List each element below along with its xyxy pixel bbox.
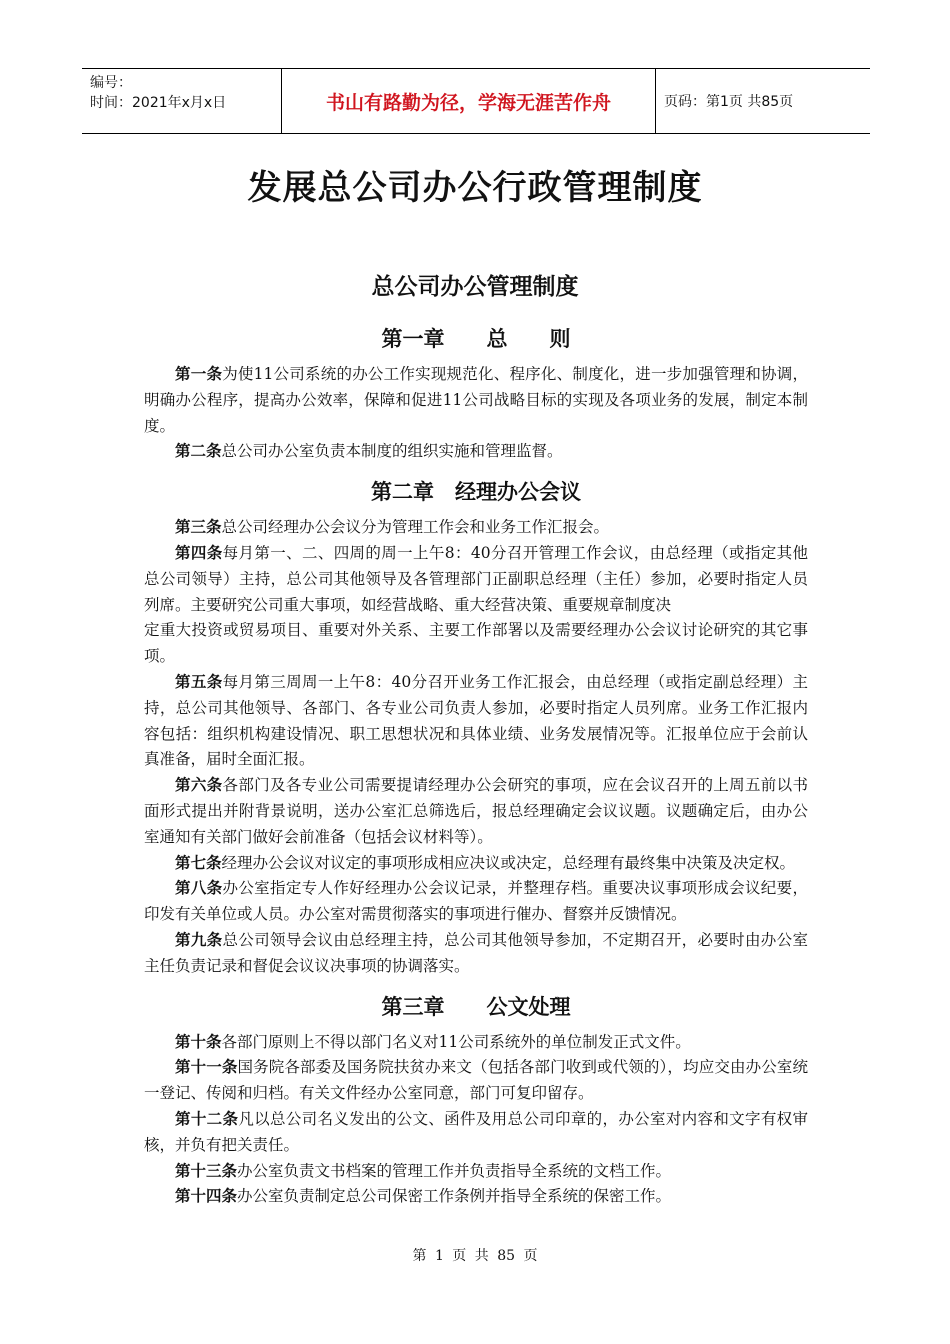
- article-text: 办公室负责制定总公司保密工作条例并指导全系统的保密工作。: [237, 1187, 672, 1206]
- article-paragraph: [144, 541, 808, 618]
- document-title: 发展总公司办公行政管理制度: [247, 168, 703, 208]
- article-label: 第三条: [175, 518, 222, 537]
- header-motto: 书山有路勤为径，学海无涯苦作舟: [282, 69, 656, 133]
- chapter-heading: 第三章 公文处理: [381, 994, 571, 1019]
- article-paragraph: [144, 362, 808, 439]
- header-table: [82, 68, 870, 134]
- article-paragraph: [144, 876, 808, 928]
- article-paragraph: [144, 439, 808, 465]
- article-label: 第十条: [175, 1032, 222, 1051]
- article-paragraph: [144, 515, 808, 541]
- article-text: 为使11公司系统的办公工作实现规范化、程序化、制度化，进一步加强管理和协调，明确办公程序，提高办公效率，保障和促进11公司战略目标的实现及各项业务的发展，制定本制度。: [144, 365, 808, 435]
- article-label: 第四条: [175, 543, 223, 562]
- number-label: 编号：: [90, 75, 132, 91]
- article-paragraph: [144, 618, 808, 670]
- article-label: 第十一条: [175, 1058, 238, 1077]
- chapter-gap: [144, 980, 808, 986]
- article-label: 第六条: [175, 776, 223, 795]
- article-text: 办公室负责文书档案的管理工作并负责指导全系统的文档工作。: [237, 1161, 672, 1180]
- article-text: 每月第三周周一上午8：40分召开业务工作汇报会，由总经理（或指定副总经理）主持，总公司其他领导、各部门、各专业公司负责人参加，必要时指定人员列席。业务工作汇报内容包括：组织机构建设情况、职工思想状况和具体业绩、业务发展情况等。汇报单位应于会前认真准备，届时全面汇报。: [144, 672, 808, 769]
- page-footer: 第 1 页 共 85 页: [412, 1248, 538, 1264]
- article-paragraph: [144, 1030, 808, 1056]
- article-label: 第七条: [175, 853, 222, 872]
- article-paragraph: [144, 928, 808, 980]
- article-label: 第十四条: [175, 1187, 238, 1206]
- article-text: 办公室指定专人作好经理办公会议记录，并整理存档。重要决议事项形成会议纪要，印发有关单位或人员。办公室对需贯彻落实的事项进行催办、督察并反馈情况。: [144, 879, 808, 924]
- header-meta: [82, 69, 282, 133]
- section-title: 总公司办公管理制度: [371, 274, 579, 300]
- article-paragraph: [144, 1159, 808, 1185]
- article-text: 每月第一、二、四周的周一上午8：40分召开管理工作会议，由总经理（或指定其他总公司领导）主持，总公司其他领导及各管理部门正副职总经理（主任）参加，必要时指定人员列席。主要研究公司重大事项，如经营战略、重大经营决策、重要规章制度决: [144, 543, 808, 614]
- article-text: 凡以总公司名义发出的公文、函件及用总公司印章的，办公室对内容和文字有权审核，并负有把关责任。: [144, 1109, 808, 1154]
- chapter-gap: [144, 465, 808, 471]
- time-label: 时间：2021年x月x日: [90, 95, 227, 111]
- article-paragraph: [144, 773, 808, 850]
- article-text: 各部门及各专业公司需要提请经理办公会研究的事项，应在会议召开的上周五前以书面形式提出并附背景说明，送办公室汇总筛选后，报总经理确定会议议题。议题确定后，由办公室通知有关部门做好会前准备（包括会议材料等）。: [144, 776, 808, 846]
- article-paragraph: [144, 1184, 808, 1210]
- article-label: 第十二条: [175, 1109, 239, 1128]
- article-text: 总公司经理办公会议分为管理工作会和业务工作汇报会。: [221, 518, 610, 537]
- chapter-heading: 第一章 总 则: [381, 327, 571, 351]
- article-label: 第十三条: [175, 1161, 238, 1180]
- article-label: 第二条: [175, 442, 222, 461]
- article-text: 经理办公会议对议定的事项形成相应决议或决定，总经理有最终集中决策及决定权。: [221, 853, 796, 872]
- article-label: 第八条: [175, 879, 223, 898]
- article-text: 各部门原则上不得以部门名义对11公司系统外的单位制发正式文件。: [221, 1032, 691, 1051]
- article-text: 定重大投资或贸易项目、重要对外关系、主要工作部署以及需要经理办公会议讨论研究的其它事项。: [144, 621, 808, 666]
- article-label: 第九条: [175, 930, 223, 949]
- header-page-info: 页码：第1页 共85页: [664, 94, 794, 110]
- article-text: 总公司办公室负责本制度的组织实施和管理监督。: [221, 442, 563, 461]
- document-body: [144, 318, 808, 1210]
- article-paragraph: [144, 1107, 808, 1159]
- article-paragraph: [144, 670, 808, 773]
- article-label: 第一条: [175, 365, 223, 383]
- article-paragraph: [144, 851, 808, 877]
- article-label: 第五条: [175, 672, 223, 691]
- chapter-heading: 第二章 经理办公会议: [371, 480, 581, 505]
- article-paragraph: [144, 1055, 808, 1107]
- article-text: 总公司领导会议由总经理主持，总公司其他领导参加，不定期召开，必要时由办公室主任负责记录和督促会议议决事项的协调落实。: [144, 930, 808, 975]
- article-text: 国务院各部委及国务院扶贫办来文（包括各部门收到或代领的），均应交由办公室统一登记、传阅和归档。有关文件经办公室同意，部门可复印留存。: [144, 1058, 808, 1103]
